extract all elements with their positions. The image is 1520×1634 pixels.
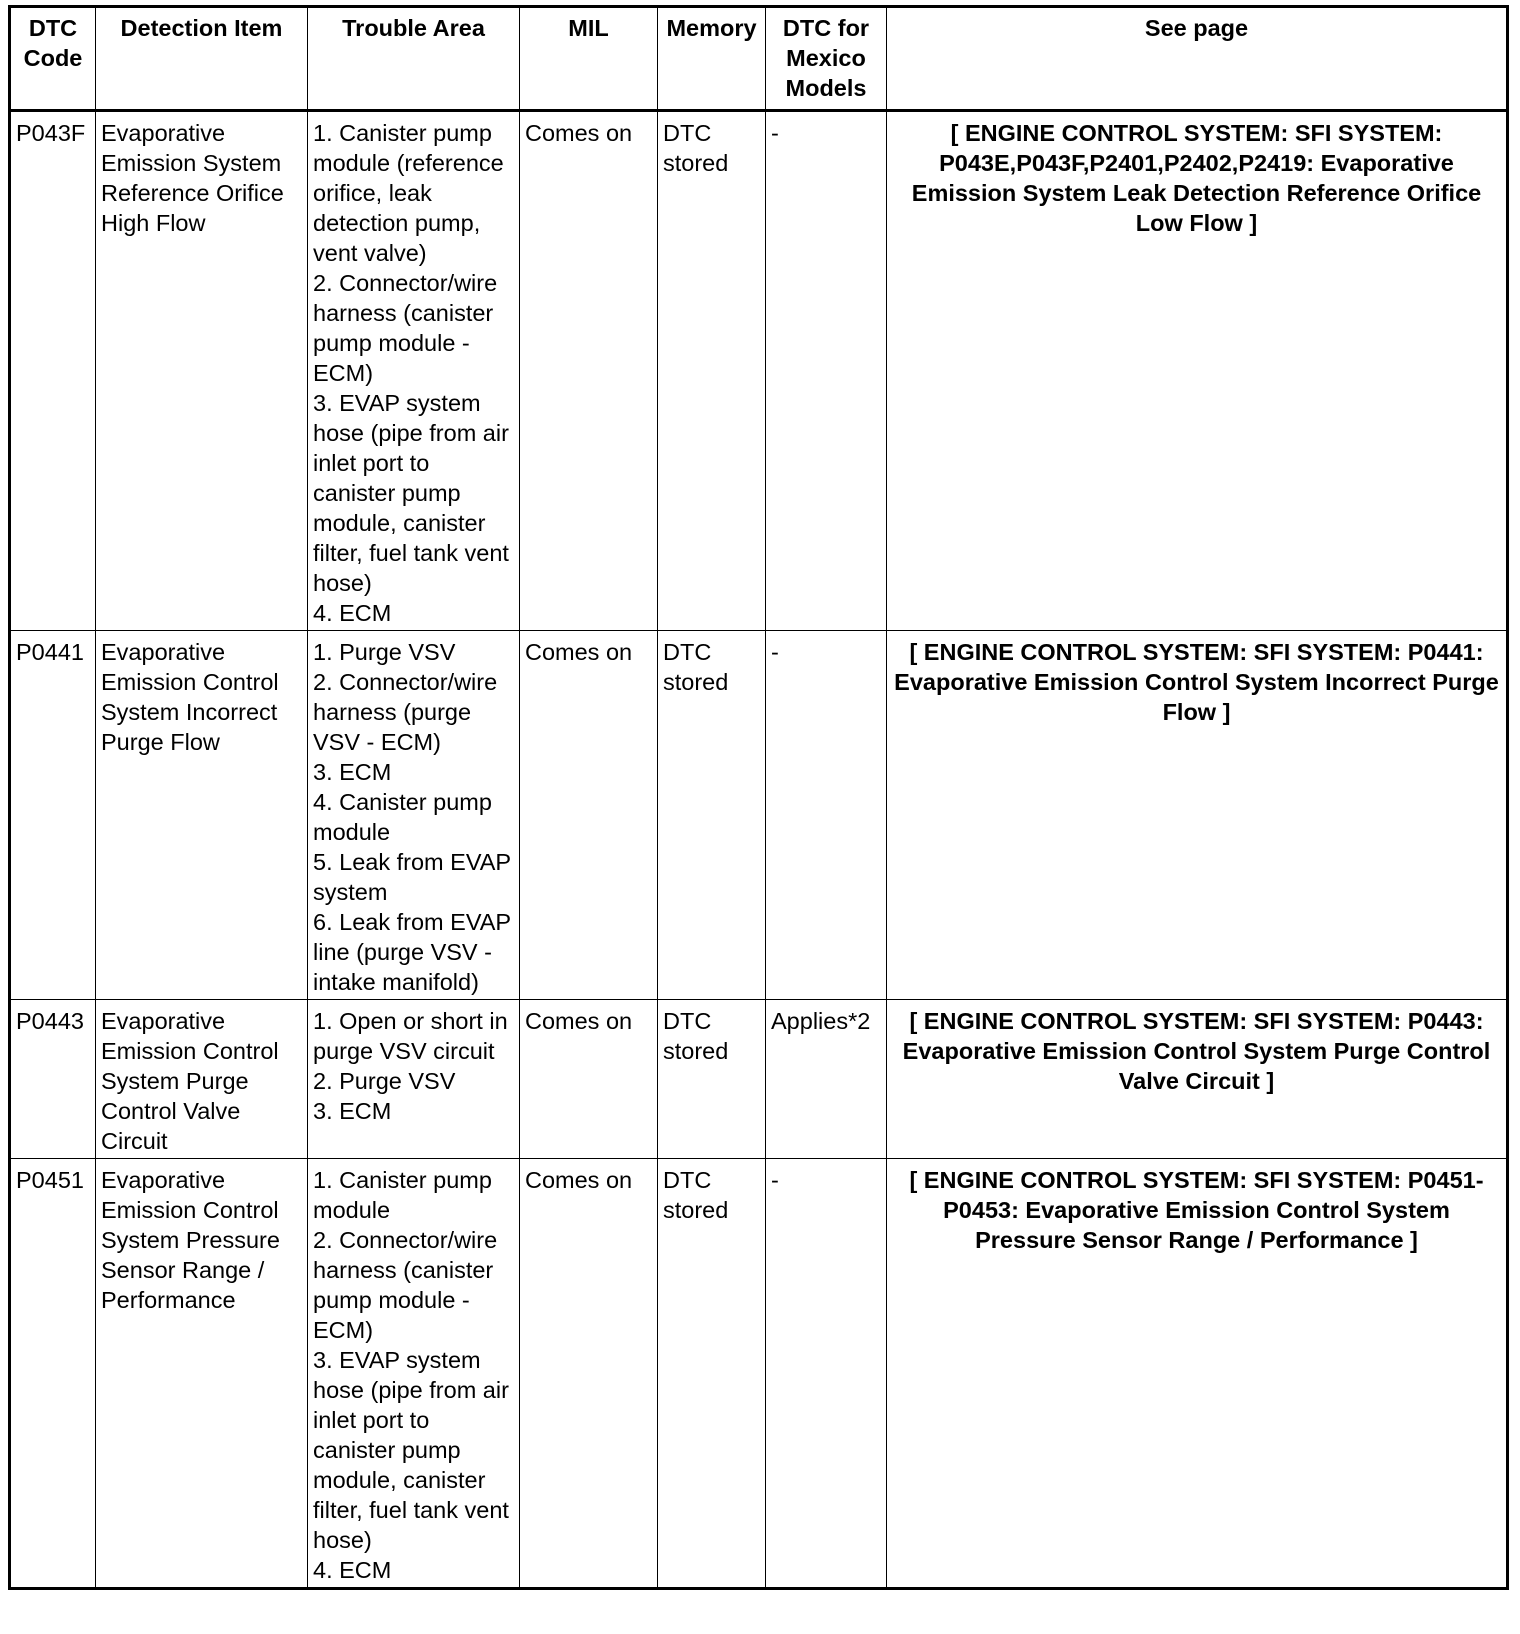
trouble-item: 3. EVAP system hose (pipe from air inlet port to canister pump module, canister filter, fuel tank vent hose) xyxy=(313,1347,509,1553)
detection-item-cell: Evaporative Emission Control System Incorrect Purge Flow xyxy=(96,631,308,1000)
table-row xyxy=(10,1000,1508,1159)
header-dtc-code: DTC Code xyxy=(10,7,96,111)
mil-cell: Comes on xyxy=(520,1159,658,1589)
memory-cell: DTC stored xyxy=(658,111,766,631)
dtc-code-cell: P0443 xyxy=(10,1000,96,1159)
header-see-page: See page xyxy=(887,7,1508,111)
mexico-cell: - xyxy=(766,631,887,1000)
mexico-cell: - xyxy=(766,1159,887,1589)
see-page-link[interactable]: [ ENGINE CONTROL SYSTEM: SFI SYSTEM: P0443: Evaporative Emission Control System Purge Control Valve Circuit ] xyxy=(887,1000,1508,1159)
detection-item-cell: Evaporative Emission System Reference Orifice High Flow xyxy=(96,111,308,631)
trouble-item: 3. ECM xyxy=(313,1098,392,1124)
table-row xyxy=(10,631,1508,1000)
detection-item-cell: Evaporative Emission Control System Pressure Sensor Range / Performance xyxy=(96,1159,308,1589)
table-row xyxy=(10,111,1508,631)
header-row xyxy=(10,7,1508,111)
header-trouble-area: Trouble Area xyxy=(308,7,520,111)
mil-cell: Comes on xyxy=(520,111,658,631)
header-mil: MIL xyxy=(520,7,658,111)
dtc-code-cell: P0451 xyxy=(10,1159,96,1589)
memory-cell: DTC stored xyxy=(658,1159,766,1589)
trouble-area-cell xyxy=(308,1000,520,1159)
trouble-item: 1. Canister pump module (reference orifice, leak detection pump, vent valve) xyxy=(313,120,504,266)
trouble-area-cell xyxy=(308,631,520,1000)
trouble-item: 5. Leak from EVAP system xyxy=(313,849,511,905)
trouble-area-cell xyxy=(308,111,520,631)
header-detection-item: Detection Item xyxy=(96,7,308,111)
trouble-item: 2. Connector/wire harness (purge VSV - ECM) xyxy=(313,669,498,755)
trouble-item: 3. ECM xyxy=(313,759,392,785)
trouble-item: 2. Connector/wire harness (canister pump module - ECM) xyxy=(313,270,498,386)
dtc-code-cell: P0441 xyxy=(10,631,96,1000)
see-page-link[interactable]: [ ENGINE CONTROL SYSTEM: SFI SYSTEM: P0441: Evaporative Emission Control System Incorrect Purge Flow ] xyxy=(887,631,1508,1000)
trouble-item: 2. Purge VSV xyxy=(313,1068,456,1094)
trouble-item: 6. Leak from EVAP line (purge VSV - intake manifold) xyxy=(313,909,511,995)
dtc-code-cell: P043F xyxy=(10,111,96,631)
memory-cell: DTC stored xyxy=(658,1000,766,1159)
trouble-item: 4. ECM xyxy=(313,600,392,626)
mexico-cell: Applies*2 xyxy=(766,1000,887,1159)
trouble-item: 4. ECM xyxy=(313,1557,392,1583)
detection-item-cell: Evaporative Emission Control System Purge Control Valve Circuit xyxy=(96,1000,308,1159)
dtc-table xyxy=(8,5,1509,1590)
trouble-area-cell xyxy=(308,1159,520,1589)
trouble-item: 1. Canister pump module xyxy=(313,1167,492,1223)
mexico-cell: - xyxy=(766,111,887,631)
see-page-link[interactable]: [ ENGINE CONTROL SYSTEM: SFI SYSTEM: P043E,P043F,P2401,P2402,P2419: Evaporative Emission System Leak Detection Reference Orifice Low Flow ] xyxy=(887,111,1508,631)
table-row xyxy=(10,1159,1508,1589)
mil-cell: Comes on xyxy=(520,631,658,1000)
memory-cell: DTC stored xyxy=(658,631,766,1000)
trouble-item: 3. EVAP system hose (pipe from air inlet port to canister pump module, canister filter, fuel tank vent hose) xyxy=(313,390,509,596)
header-memory: Memory xyxy=(658,7,766,111)
mil-cell: Comes on xyxy=(520,1000,658,1159)
trouble-item: 4. Canister pump module xyxy=(313,789,492,845)
trouble-item: 1. Open or short in purge VSV circuit xyxy=(313,1008,508,1064)
see-page-link[interactable]: [ ENGINE CONTROL SYSTEM: SFI SYSTEM: P0451-P0453: Evaporative Emission Control System Pressure Sensor Range / Performance ] xyxy=(887,1159,1508,1589)
trouble-item: 1. Purge VSV xyxy=(313,639,456,665)
header-mexico-models: DTC for Mexico Models xyxy=(766,7,887,111)
trouble-item: 2. Connector/wire harness (canister pump module - ECM) xyxy=(313,1227,498,1343)
